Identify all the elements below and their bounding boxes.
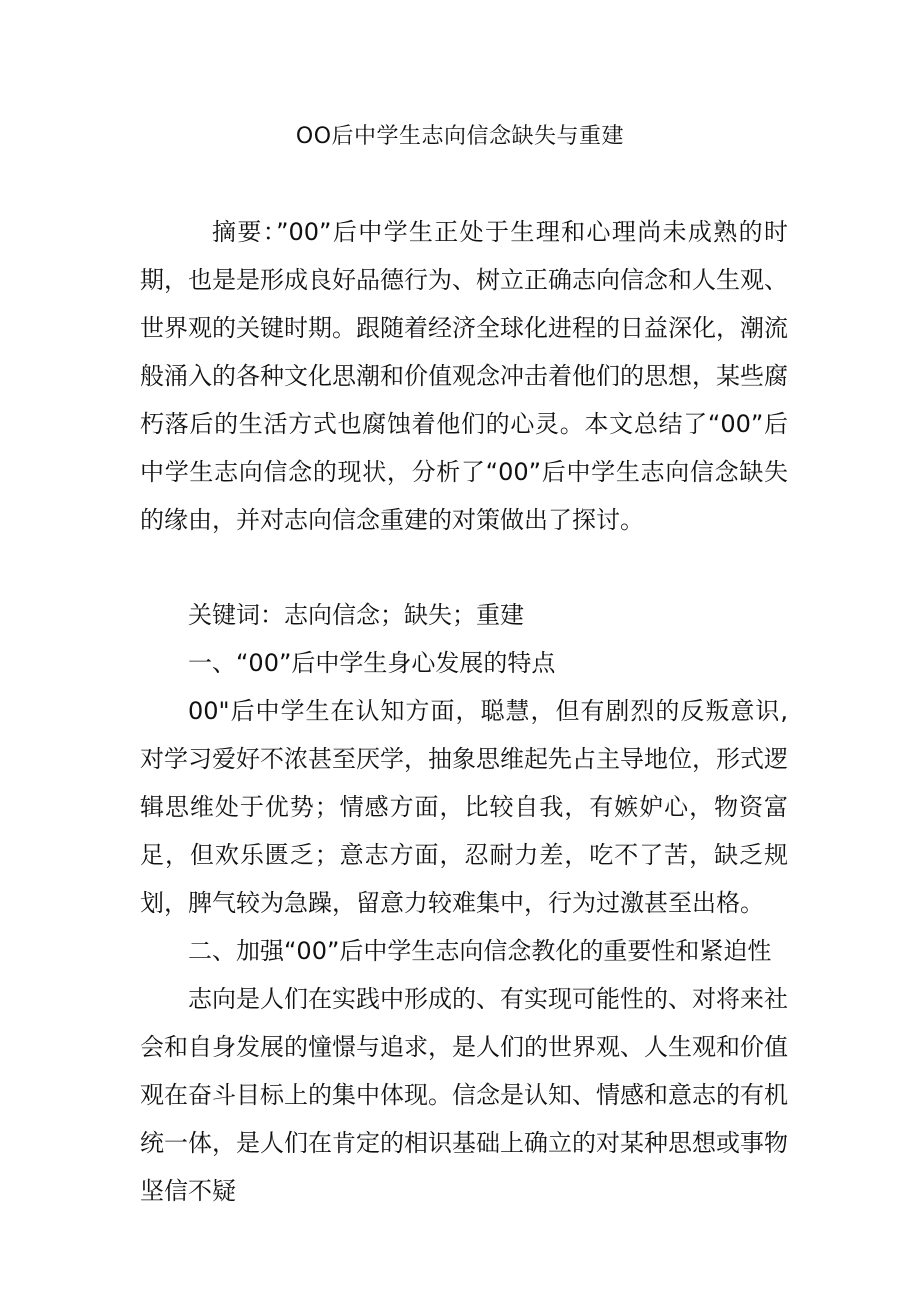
section-1-paragraph: 00"后中学生在认知方面，聪慧，但有剧烈的反叛意识,对学习爱好不浓甚至厌学，抽象思维起先占主导地位，形式逻辑思维处于优势；情感方面，比较自我，有嫉妒心，物资富足，但欢乐匮乏；意志方面，忍耐力差，吃不了苦，缺乏规划，脾气较为急躁，留意力较难集中，行为过激甚至出格。 [140,697,788,917]
keywords-line: 关键词：志向信念；缺失；重建 [188,601,524,629]
section-2-heading: 二、加强“00”后中学生志向信念教化的重要性和紧迫性 [188,937,772,965]
abstract-paragraph: 摘要：”00”后中学生正处于生理和心理尚未成熟的时期，也是是形成良好品德行为、树立正确志向信念和人生观、世界观的关键时期。跟随着经济全球化进程的日益深化，潮流般涌入的各种文化思潮和价值观念冲击着他们的思想，某些腐朽落后的生活方式也腐蚀着他们的心灵。本文总结了“00”后中学生志向信念的现状，分析了“00”后中学生志向信念缺失的缘由，并对志向信念重建的对策做出了探讨。 [140,218,788,534]
section-2-paragraph: 志向是人们在实践中形成的、有实现可能性的、对将来社会和自身发展的憧憬与追求，是人们的世界观、人生观和价值观在奋斗目标上的集中体现。信念是认知、情感和意志的有机统一体，是人们在肯定的相识基础上确立的对某种思想或事物坚信不疑 [140,985,788,1205]
document-title: OO后中学生志向信念缺失与重建 [295,124,625,149]
body-text [140,639,788,1215]
section-1-heading: 一、“00”后中学生身心发展的特点 [188,649,556,677]
